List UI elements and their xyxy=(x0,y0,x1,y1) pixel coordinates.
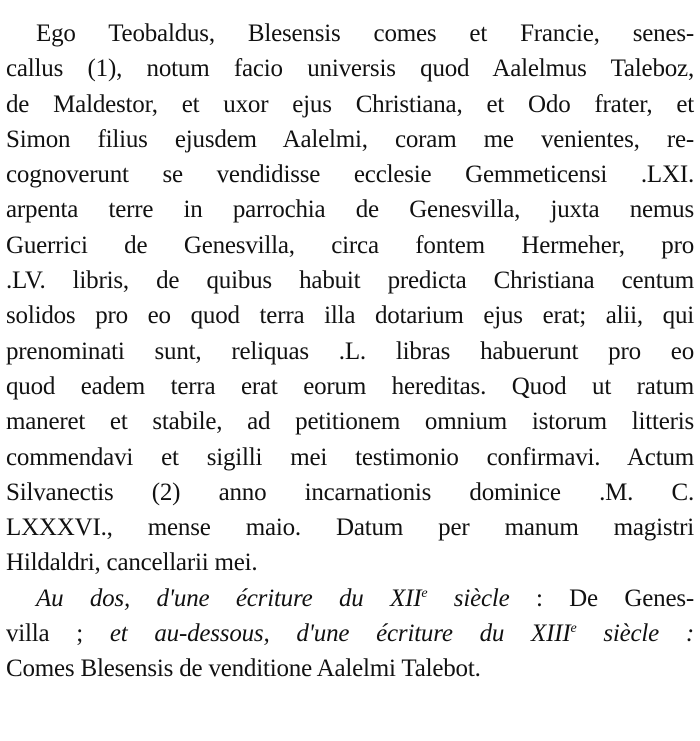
charter-line-10: prenominati sunt, reliquas .L. libras habuerunt pro eo xyxy=(6,337,694,365)
charter-line-1: Ego Teobaldus, Blesensis comes et Francie, senes- xyxy=(36,20,694,47)
endorsement-note xyxy=(6,581,694,687)
charter-line-14: Silvanectis (2) anno incarnationis dominice .M. C. xyxy=(6,478,694,506)
endorsement-roman-1: : De Genes- xyxy=(509,584,694,612)
charter-line-15: LXXXVI., mense maio. Datum per manum magistri xyxy=(6,514,694,542)
endorsement-italic-2b: siècle : xyxy=(576,620,694,648)
charter-line-2: callus (1), notum facio universis quod Aalelmus Taleboz, xyxy=(6,55,694,83)
charter-line-11: quod eadem terra erat eorum hereditas. Quod ut ratum xyxy=(6,372,694,400)
charter-line-6: arpenta terre in parrochia de Genesvilla, juxta nemus xyxy=(6,196,694,224)
endorsement-italic-1a: Au dos, d'une écriture du XII xyxy=(36,584,422,612)
endorsement-line-1 xyxy=(6,581,694,616)
century-superscript-1: e xyxy=(421,585,428,601)
endorsement-italic-2a: et au-dessous, d'une écriture du XIII xyxy=(109,620,571,648)
charter-line-9: solidos pro eo quod terra illa dotarium ejus erat; alii, qui xyxy=(6,302,694,330)
charter-line-7: Guerrici de Genesvilla, circa fontem Hermeher, pro xyxy=(6,231,694,259)
charter-line-4: Simon filius ejusdem Aalelmi, coram me venientes, re- xyxy=(6,125,694,153)
century-superscript-2: e xyxy=(570,621,577,637)
endorsement-line-2 xyxy=(6,616,694,651)
endorsement-roman-2: villa ; xyxy=(6,620,110,648)
charter-line-12: maneret et stabile, ad petitionem omnium istorum litteris xyxy=(6,408,694,436)
charter-text xyxy=(6,16,694,581)
charter-line-13: commendavi et sigilli mei testimonio confirmavi. Actum xyxy=(6,443,694,471)
charter-line-16: Hildaldri, cancellarii mei. xyxy=(6,549,258,577)
charter-line-8: .LV. libris, de quibus habuit predicta Christiana centum xyxy=(6,267,694,295)
charter-page xyxy=(6,16,694,687)
endorsement-italic-1b: siècle xyxy=(427,584,510,612)
charter-line-5: cognoverunt se vendidisse ecclesie Gemmeticensi .LXI. xyxy=(6,161,694,189)
charter-line-3: de Maldestor, et uxor ejus Christiana, et Odo frater, et xyxy=(6,90,694,118)
endorsement-line-3: Comes Blesensis de venditione Aalelmi Talebot. xyxy=(6,655,481,683)
